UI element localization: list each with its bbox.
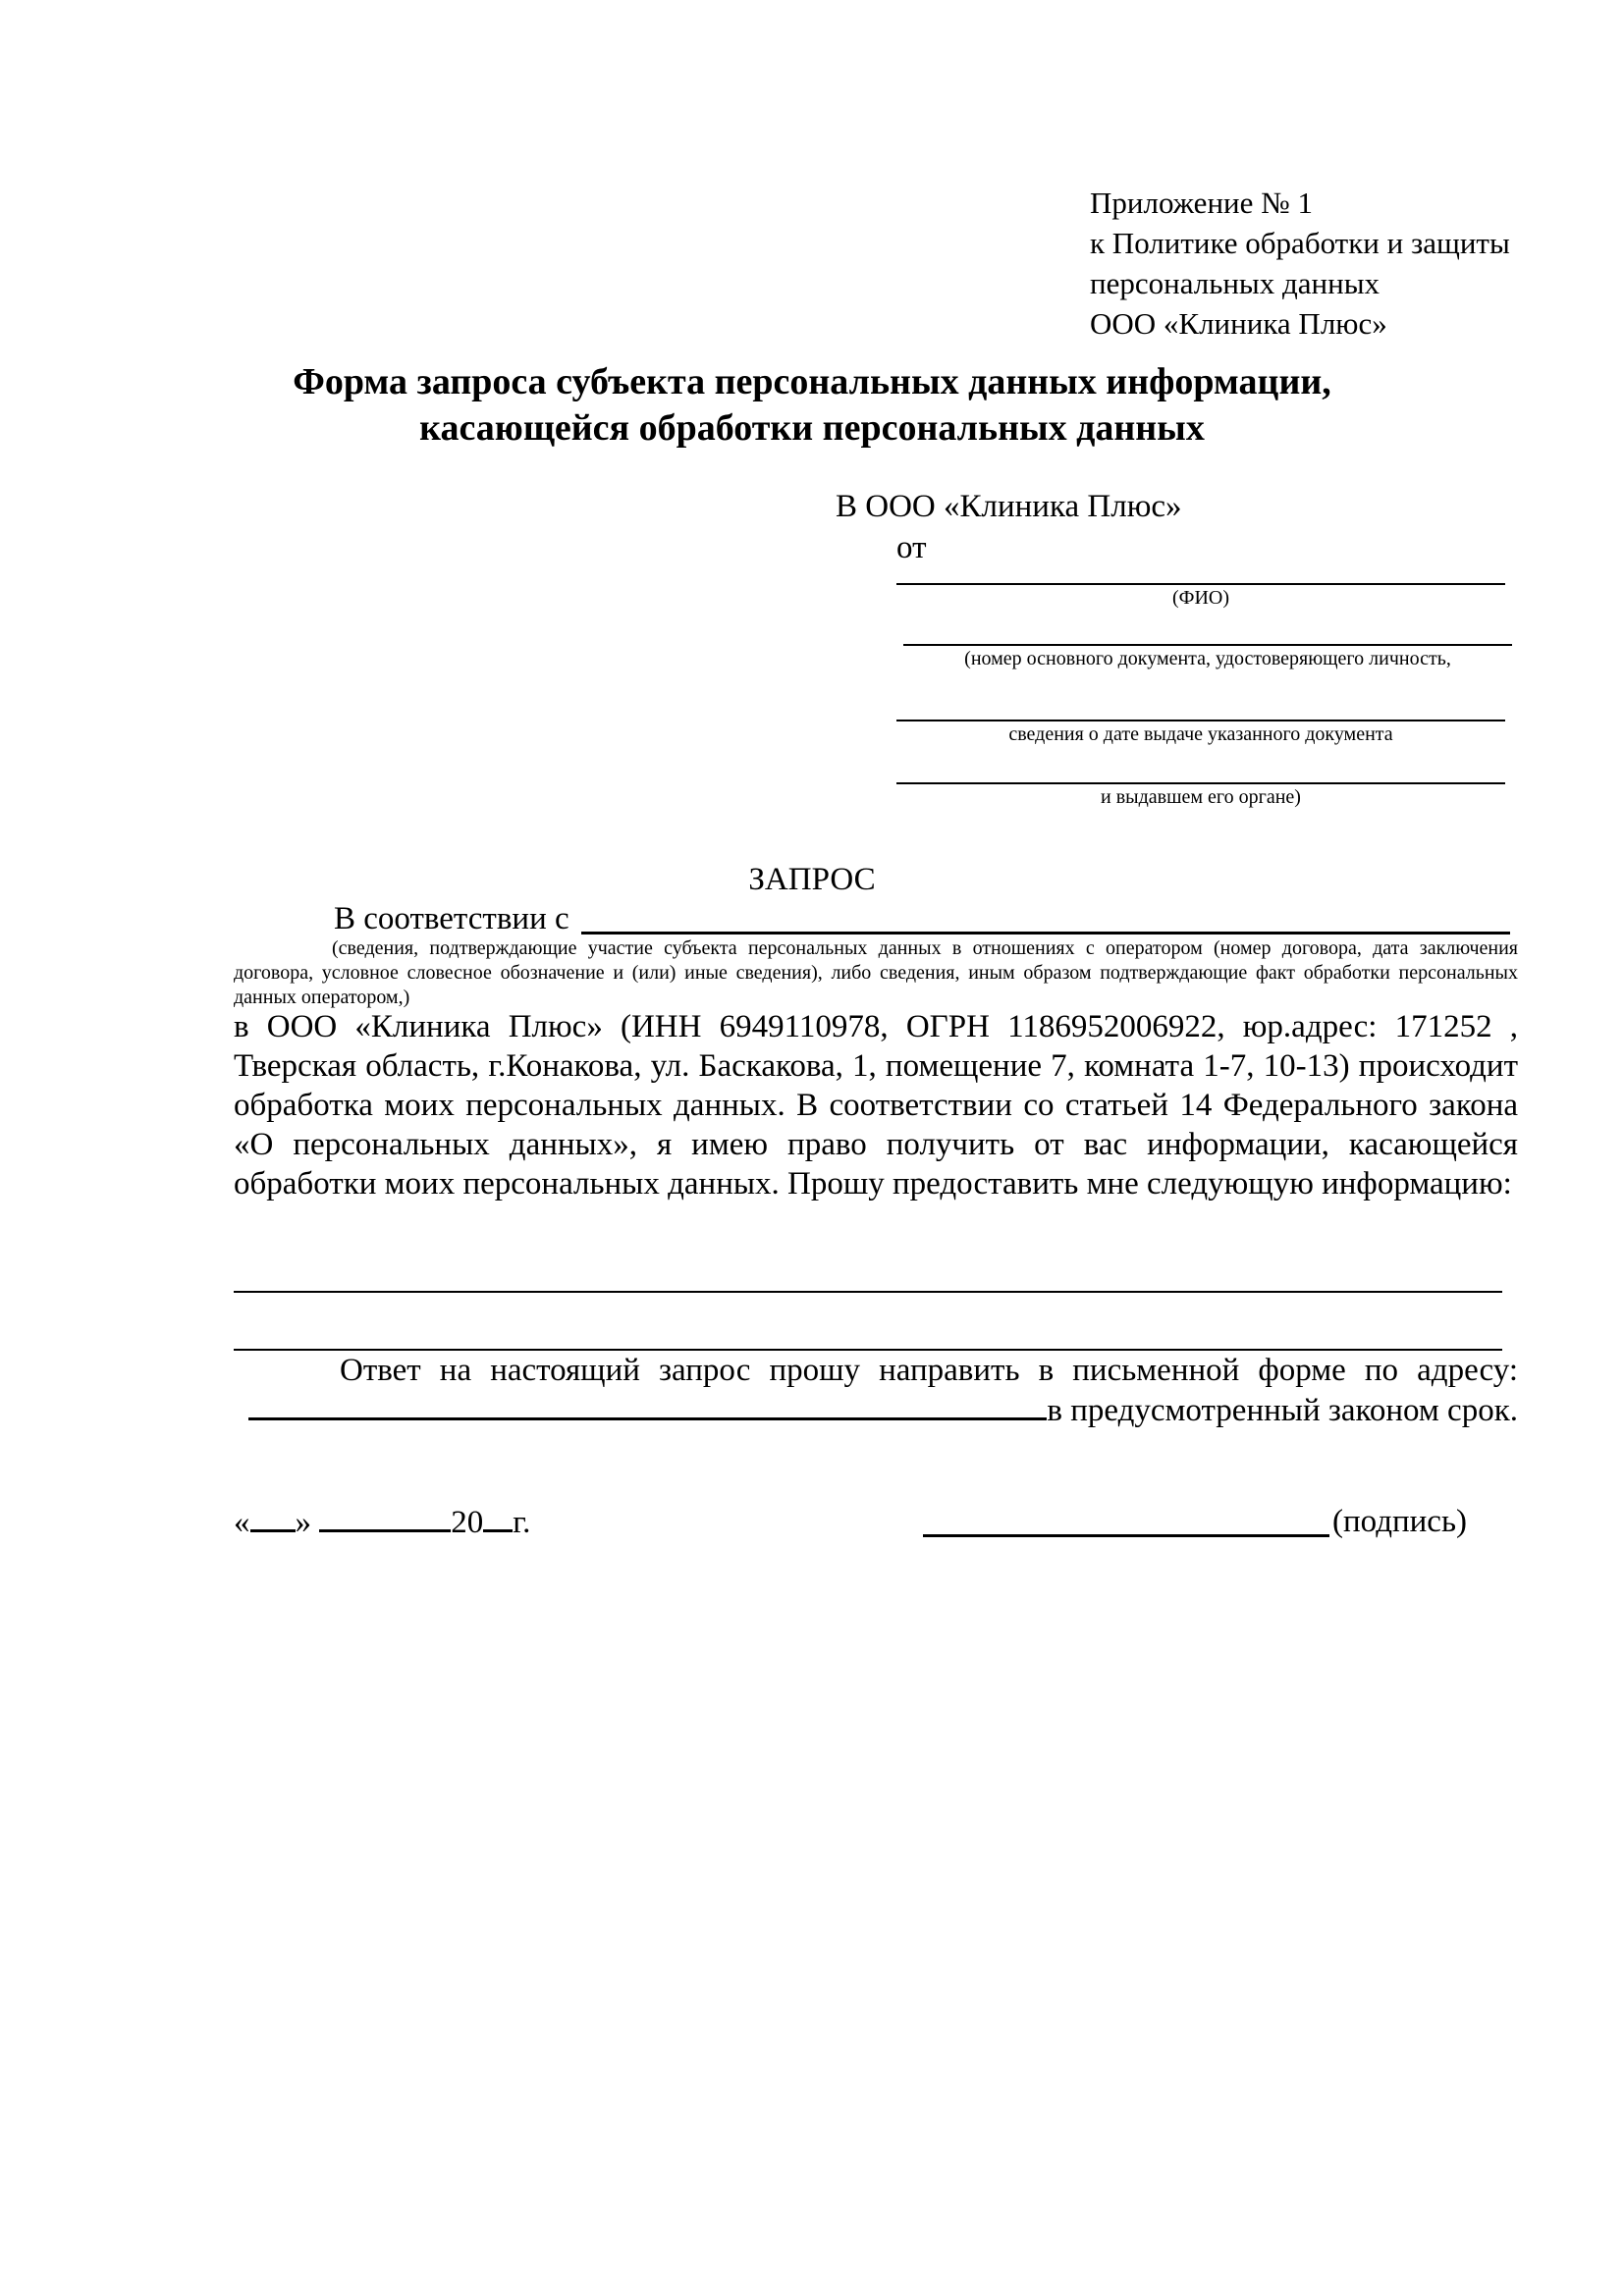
document-issuer-field-line[interactable] — [896, 782, 1505, 784]
document-issuer-caption: и выдавшем его органе) — [1101, 786, 1301, 808]
document-date-caption: сведения о дате выдаче указанного документа — [1008, 723, 1393, 745]
document-number-field-line[interactable] — [903, 644, 1512, 646]
appendix-line-4: ООО «Клиника Плюс» — [1090, 306, 1387, 341]
month-field-line[interactable] — [319, 1504, 451, 1532]
request-intro-label: В соответствии с — [334, 901, 569, 936]
year-field-line[interactable] — [483, 1504, 513, 1532]
address-field-line[interactable] — [248, 1392, 1047, 1420]
day-field-line[interactable] — [250, 1504, 296, 1532]
answer-deadline-text: в предусмотренный законом срок. — [1047, 1393, 1518, 1428]
request-body: в ООО «Клиника Плюс» (ИНН 6949110978, ОГРН 1186952006922, юр.адрес: 171252 , Тверская область, г.Конакова, ул. Баскакова, 1, помещение 7, комната 1-7, 10-13) происходит обработка моих персональных данных. В соответствии со статьей 14 Федерального закона «О персональных данных», я имею право получить от вас информации, касающейся обработки моих персональных данных. Прошу предоставить мне следующую информацию: — [234, 1009, 1518, 1201]
appendix-line-3: персональных данных — [1090, 266, 1380, 300]
answer-line-1: Ответ на настоящий запрос прошу направить в письменной форме по адресу: — [340, 1353, 1518, 1388]
year-prefix: 20 — [451, 1505, 484, 1540]
basis-field-line[interactable] — [581, 932, 1510, 934]
signature-label: (подпись) — [1332, 1504, 1467, 1539]
answer-paragraph — [234, 1351, 1518, 1431]
document-number-caption: (номер основного документа, удостоверяющего личность, — [964, 648, 1451, 669]
appendix-line-2: к Политике обработки и защиты — [1090, 226, 1510, 260]
appendix-line-1: Приложение № 1 — [1090, 186, 1313, 220]
signature-field-line[interactable] — [923, 1534, 1329, 1537]
answer-line-2 — [234, 1391, 1518, 1431]
fio-field-line[interactable] — [896, 583, 1505, 585]
date-field — [234, 1504, 530, 1541]
date-quote-open: « — [234, 1505, 250, 1540]
date-quote-close: » — [295, 1505, 311, 1540]
request-heading: ЗАПРОС — [748, 862, 876, 897]
year-suffix: г. — [513, 1505, 531, 1540]
requested-info-line-1[interactable] — [234, 1291, 1502, 1293]
title-line-2: касающейся обработки персональных данных — [419, 407, 1205, 449]
addressee-to: В ООО «Клиника Плюс» — [836, 489, 1182, 524]
document-date-field-line[interactable] — [896, 720, 1505, 721]
fio-caption: (ФИО) — [1171, 587, 1229, 609]
basis-note: (сведения, подтверждающие участие субъекта персональных данных в отношениях с оператором (номер договора, дата заключения договора, условное словесное обозначение и (или) иные сведения), либо сведения, иным образом подтверждающие факт обработки персональных данных оператором,) — [234, 937, 1518, 1008]
title-line-1: Форма запроса субъекта персональных данных информации, — [293, 361, 1331, 402]
document-title — [0, 359, 1624, 452]
addressee-from: от — [896, 530, 927, 565]
appendix-block — [1090, 183, 1510, 344]
